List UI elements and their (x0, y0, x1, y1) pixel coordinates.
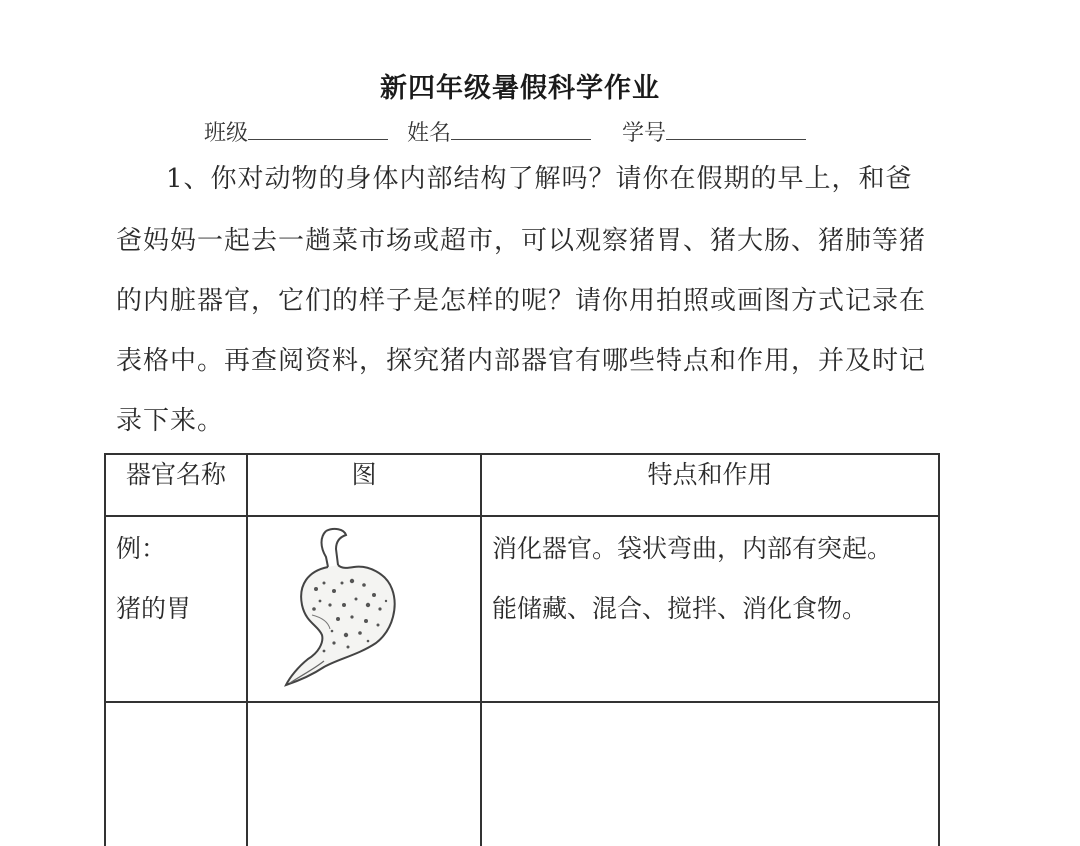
name-label: 姓名 (407, 121, 452, 146)
question-line-2: 爸妈妈一起去一趟菜市场或超市，可以观察猪胃、猪大肠、猪肺等猪 (116, 226, 927, 256)
class-label: 班级 (204, 121, 249, 146)
example-picture-cell (247, 516, 481, 702)
student-number-field (622, 116, 806, 147)
blank-picture-cell[interactable] (247, 702, 481, 846)
student-number-blank[interactable] (666, 138, 806, 140)
example-feature-line-1: 消化器官。袋状弯曲，内部有突起。 (492, 534, 893, 563)
student-info-line (204, 116, 806, 147)
table-header-row (105, 454, 939, 516)
blank-name-cell[interactable] (105, 702, 247, 846)
class-blank[interactable] (248, 138, 388, 140)
organ-record-table (104, 453, 940, 846)
header-features: 特点和作用 (481, 454, 939, 516)
name-field (407, 116, 591, 147)
name-blank[interactable] (451, 138, 591, 140)
example-features-cell (481, 516, 939, 702)
class-field (204, 116, 388, 147)
question-line-4: 表格中。再查阅资料，探究猪内部器官有哪些特点和作用，并及时记 (116, 346, 927, 376)
example-row (105, 516, 939, 702)
example-name-cell (105, 516, 247, 702)
question-line-3: 的内脏器官，它们的样子是怎样的呢？请你用拍照或画图方式记录在 (116, 286, 927, 316)
blank-features-cell[interactable] (481, 702, 939, 846)
example-feature-line-2: 能储藏、混合、搅拌、消化食物。 (492, 594, 868, 623)
header-organ-name: 器官名称 (105, 454, 247, 516)
stomach-drawing-icon (268, 525, 408, 690)
header-picture: 图 (247, 454, 481, 516)
blank-row (105, 702, 939, 846)
question-line-1: 1、你对动物的身体内部结构了解吗？请你在假期的早上，和爸 (166, 164, 913, 194)
worksheet-title: 新四年级暑假科学作业 (380, 73, 660, 104)
question-line-5: 录下来。 (116, 406, 225, 436)
student-number-label: 学号 (622, 121, 667, 146)
example-label: 例： (116, 534, 167, 563)
example-organ-name: 猪的胃 (116, 594, 192, 623)
